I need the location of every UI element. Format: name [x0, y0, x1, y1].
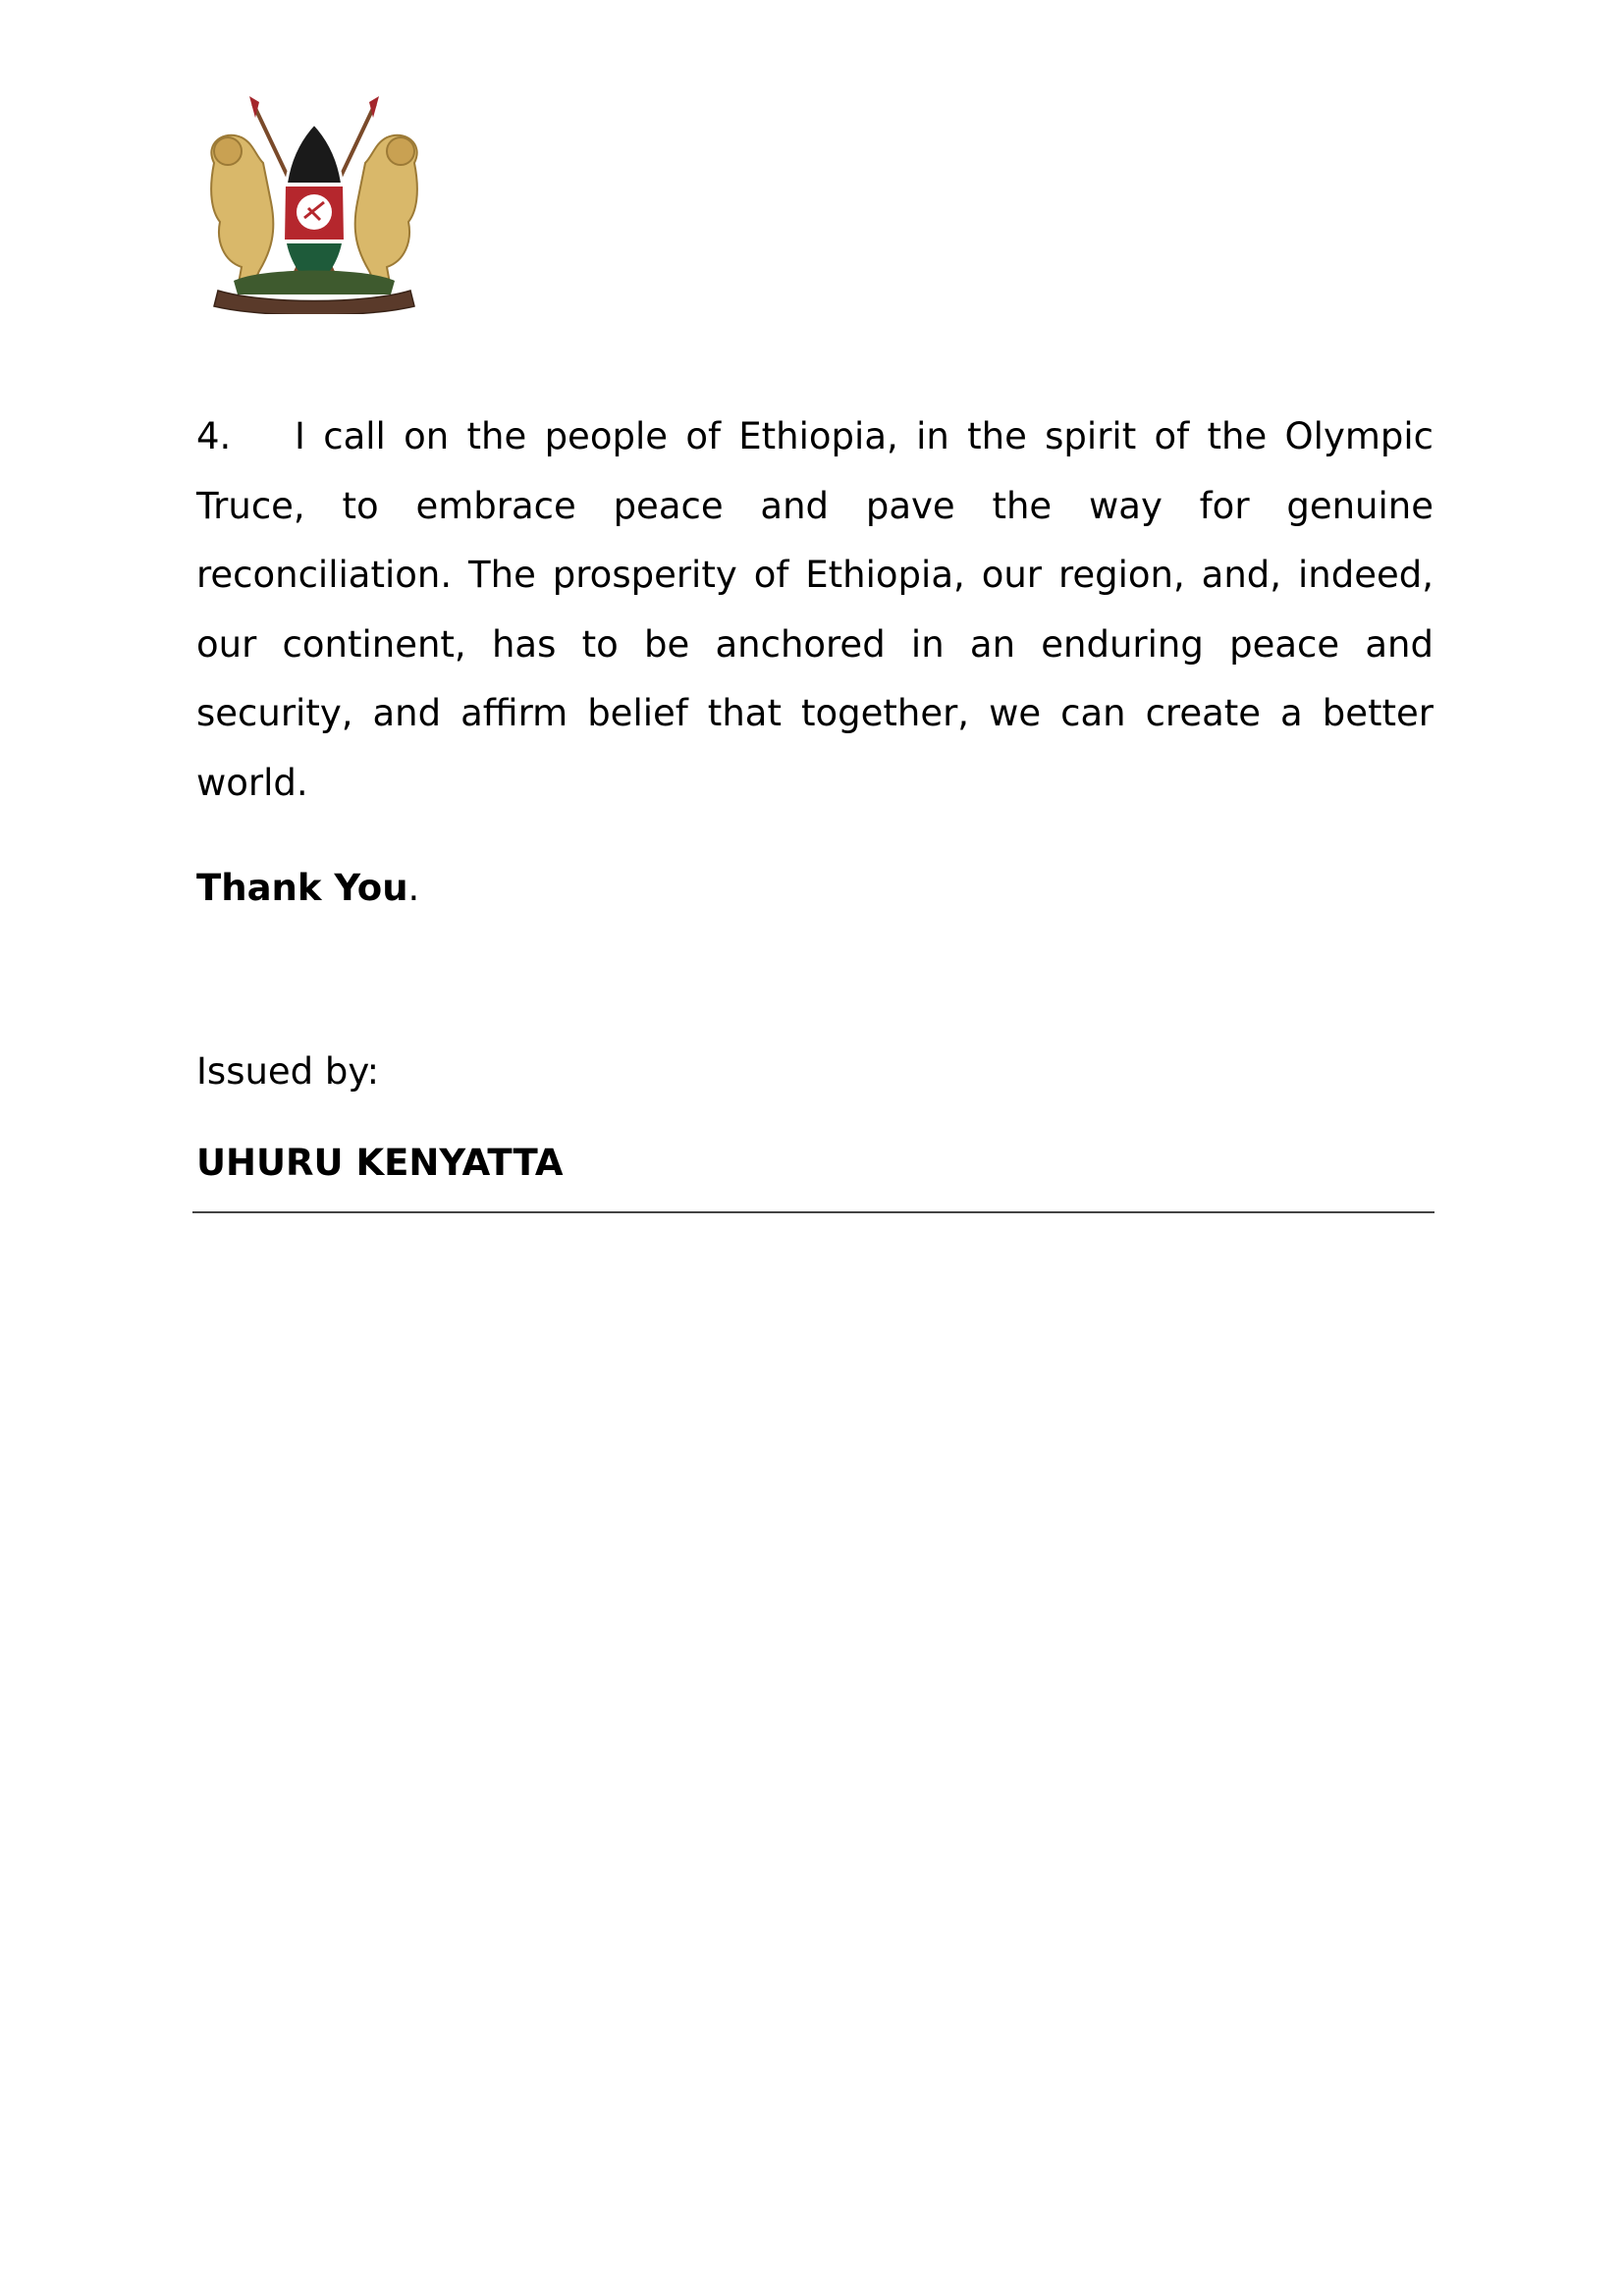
signatory-name: UHURU KENYATTA [196, 1142, 564, 1184]
coat-of-arms-icon [194, 94, 434, 314]
issued-by-label: Issued by: [196, 1050, 380, 1093]
paragraph-number: 4. [196, 415, 232, 457]
paragraph-4 [196, 402, 1434, 818]
closing-thank-you [196, 864, 419, 913]
thank-you-punctuation: . [407, 867, 420, 909]
signature-rule [192, 1211, 1434, 1213]
thank-you-text: Thank You [196, 867, 408, 909]
paragraph-text: I call on the people of Ethiopia, in the spirit of the Olympic Truce, to embrace peace and pave the way for genuine reconciliation. The prosperity of Ethiopia, our region, and, indeed, our continent, has to be anchored in an enduring peace and security, and affirm belief that together, we can create a better world. [196, 415, 1434, 804]
